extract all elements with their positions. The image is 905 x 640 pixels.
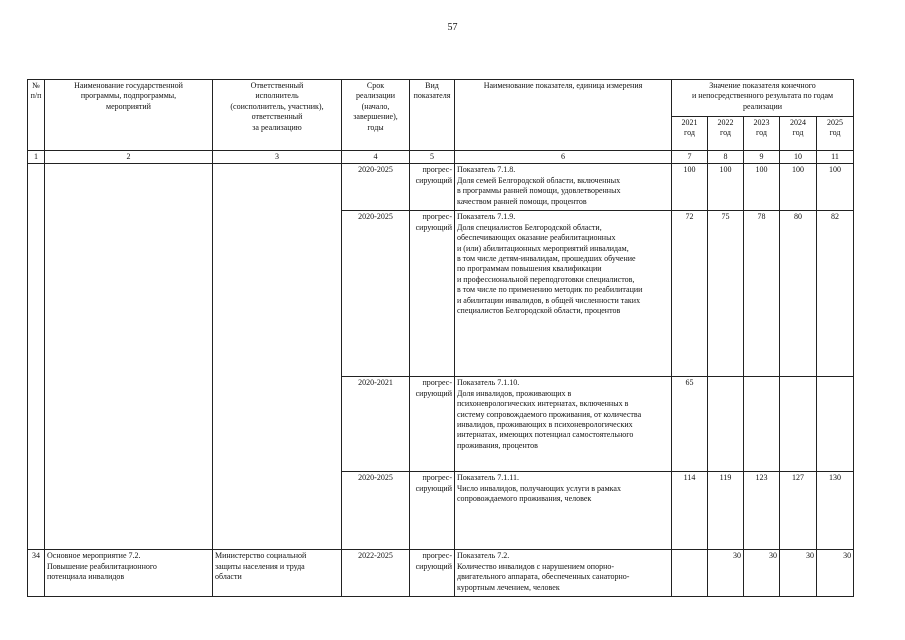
row-kind-cell: прогрес- сирующий [410, 211, 455, 377]
column-number: 10 [780, 151, 817, 164]
row-kind-cell: прогрес- сирующий [410, 550, 455, 597]
row-value-cell: 100 [744, 164, 780, 211]
row-value-cell: 82 [817, 211, 854, 377]
row-kind-cell: прогрес- сирующий [410, 164, 455, 211]
row-no-cell: 34 [28, 550, 45, 597]
row-indicator-cell: Показатель 7.1.11. Число инвалидов, получающих услуги в рамках сопровождаемого проживания, человек [455, 472, 672, 550]
column-number: 2 [45, 151, 213, 164]
row-value-cell: 30 [744, 550, 780, 597]
header-year-2024: 2024 год [780, 117, 817, 151]
row-value-cell: 127 [780, 472, 817, 550]
row-value-cell: 72 [672, 211, 708, 377]
row-term-cell: 2022-2025 [342, 550, 410, 597]
row-value-cell: 100 [817, 164, 854, 211]
row-value-cell: 123 [744, 472, 780, 550]
row-indicator-cell: Показатель 7.2. Количество инвалидов с нарушением опорно- двигательного аппарата, обеспеченных санаторно- курортным лечением, человек [455, 550, 672, 597]
row-indicator-cell: Показатель 7.1.10. Доля инвалидов, проживающих в психоневрологических интернатах, включенных в систему сопровождаемого проживания, от количества инвалидов, проживающих в психоневрологических интернатах, имеющих потенциал самостоятельного проживания, процентов [455, 377, 672, 472]
header-year-2025: 2025 год [817, 117, 854, 151]
row-value-cell: 78 [744, 211, 780, 377]
row-kind-cell: прогрес- сирующий [410, 472, 455, 550]
row-name-cell: Основное мероприятие 7.2. Повышение реабилитационного потенциала инвалидов [45, 550, 213, 597]
column-number: 5 [410, 151, 455, 164]
header-year-2022: 2022 год [708, 117, 744, 151]
row-term-cell: 2020-2025 [342, 164, 410, 211]
header-term: Срок реализации (начало, завершение), годы [342, 80, 410, 151]
column-number: 4 [342, 151, 410, 164]
table-row [28, 550, 854, 597]
row-term-cell: 2020-2021 [342, 377, 410, 472]
header-no: № п/п [28, 80, 45, 151]
row-value-cell [708, 377, 744, 472]
column-number: 3 [213, 151, 342, 164]
table-row [28, 164, 854, 211]
row-value-cell: 65 [672, 377, 708, 472]
row-indicator-cell: Показатель 7.1.9. Доля специалистов Белгородской области, обеспечивающих оказание реабилитационных и (или) абилитационных мероприятий инвалидам, в том числе детям-инвалидам, прошедших обучение по программам повышения квалификации и профессиональной переподготовки специалистов, в том числе по применению методик по реабилитации и абилитации инвалидов, в общей численности таких специалистов Белгородской области, процентов [455, 211, 672, 377]
column-number: 6 [455, 151, 672, 164]
row-value-cell: 114 [672, 472, 708, 550]
row-executor-cell: Министерство социальной защиты населения и труда области [213, 550, 342, 597]
page-number: 57 [447, 22, 458, 33]
row-no-cell [28, 164, 45, 550]
row-value-cell [672, 550, 708, 597]
row-value-cell [780, 377, 817, 472]
row-value-cell: 30 [780, 550, 817, 597]
column-numbers-row [28, 151, 854, 164]
column-number: 9 [744, 151, 780, 164]
header-year-2023: 2023 год [744, 117, 780, 151]
row-term-cell: 2020-2025 [342, 211, 410, 377]
row-value-cell: 75 [708, 211, 744, 377]
row-value-cell [744, 377, 780, 472]
row-value-cell: 80 [780, 211, 817, 377]
row-value-cell: 119 [708, 472, 744, 550]
row-value-cell: 130 [817, 472, 854, 550]
row-name-cell [45, 164, 213, 550]
row-value-cell: 30 [708, 550, 744, 597]
column-number: 11 [817, 151, 854, 164]
row-value-cell [817, 377, 854, 472]
column-number: 7 [672, 151, 708, 164]
header-indicator: Наименование показателя, единица измерения [455, 80, 672, 151]
indicators-table [27, 79, 854, 597]
row-value-cell: 100 [780, 164, 817, 211]
column-number: 8 [708, 151, 744, 164]
row-value-cell: 100 [672, 164, 708, 211]
row-indicator-cell: Показатель 7.1.8. Доля семей Белгородской области, включенных в программы ранней помощи, удовлетворенных качеством ранней помощи, процентов [455, 164, 672, 211]
header-year-2021: 2021 год [672, 117, 708, 151]
row-executor-cell [213, 164, 342, 550]
row-value-cell: 30 [817, 550, 854, 597]
header-values-title: Значение показателя конечного и непосредственного результата по годам реализации [672, 80, 854, 117]
table-header-row [28, 80, 854, 117]
row-value-cell: 100 [708, 164, 744, 211]
column-number: 1 [28, 151, 45, 164]
row-term-cell: 2020-2025 [342, 472, 410, 550]
header-executor: Ответственный исполнитель (соисполнитель, участник), ответственный за реализацию [213, 80, 342, 151]
row-kind-cell: прогрес- сирующий [410, 377, 455, 472]
header-name: Наименование государственной программы, подпрограммы, мероприятий [45, 80, 213, 151]
header-kind: Вид показателя [410, 80, 455, 151]
